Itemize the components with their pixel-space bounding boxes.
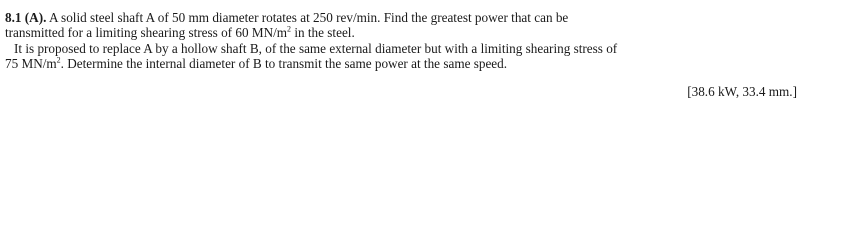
problem-text-line-2-end: in the steel. [291, 25, 355, 40]
problem-statement-line-4 [5, 56, 507, 71]
answer-text: [38.6 kW, 33.4 mm.] [687, 84, 797, 99]
problem-statement-line-2 [5, 25, 355, 40]
problem-statement-line-3 [14, 41, 617, 56]
document-page [0, 0, 843, 101]
problem-text-line-4: 75 MN/m [5, 56, 57, 71]
superscript-exponent: 2 [287, 24, 292, 34]
problem-text-line-3: It is proposed to replace A by a hollow shaft B, of the same external diameter but with a limiting shearing stress of [14, 41, 618, 56]
problem-number: 8.1 [5, 10, 22, 25]
problem-text-line-2: transmitted for a limiting shearing stress of 60 MN/m [5, 25, 288, 40]
problem-part-label: (A). [24, 10, 47, 25]
superscript-exponent: 2 [56, 55, 61, 65]
problem-text-line-1: A solid steel shaft A of 50 mm diameter rotates at 250 rev/min. Find the greatest power that can be [48, 10, 569, 25]
problem-text-line-4-end: . Determine the internal diameter of B to transmit the same power at the same speed. [60, 56, 508, 71]
problem-statement-line-1 [5, 10, 568, 25]
